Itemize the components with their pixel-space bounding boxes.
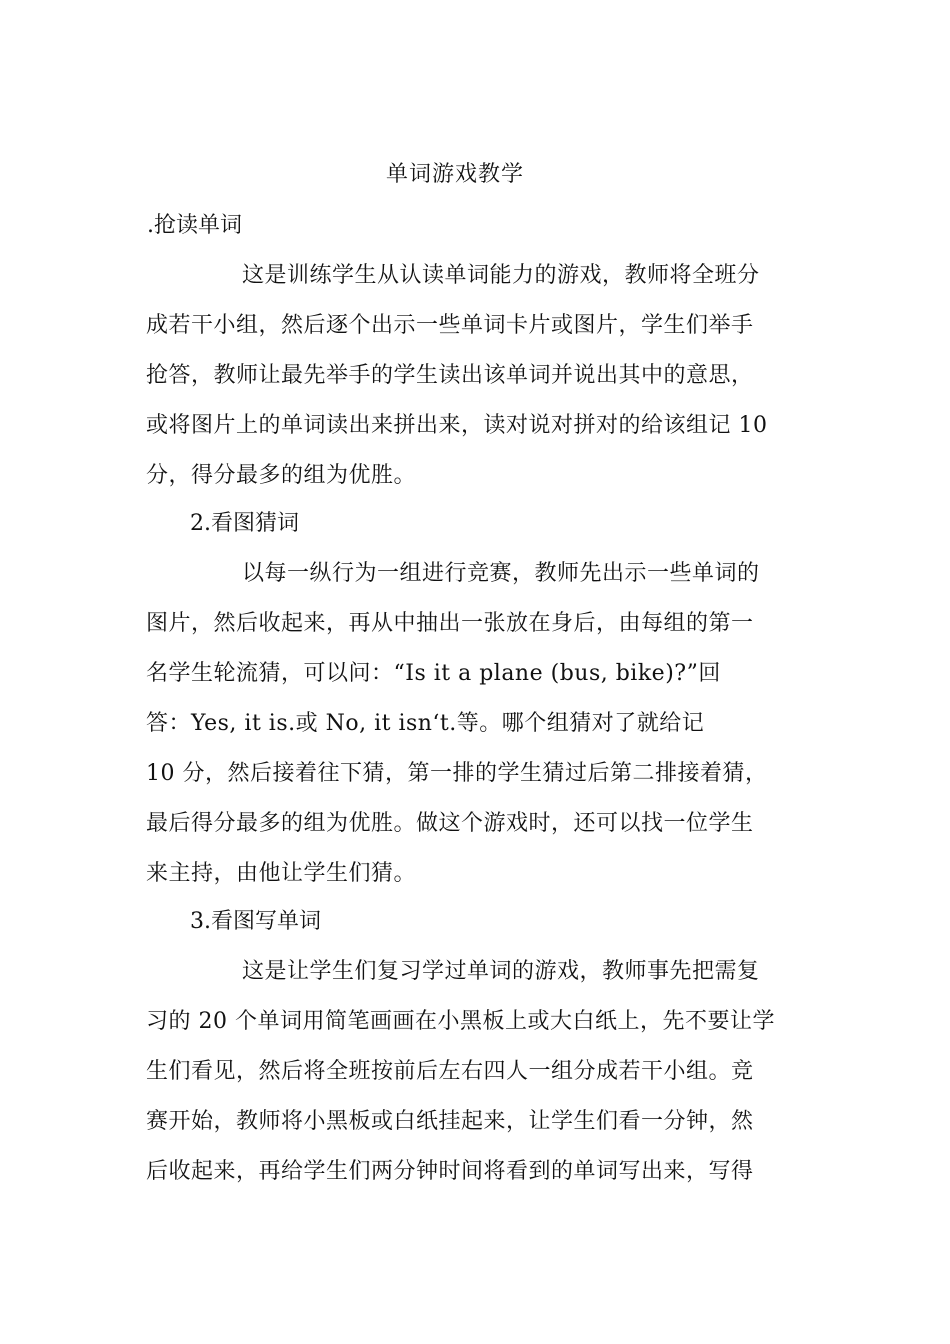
- paragraph-line: 或将图片上的单词读出来拼出来，读对说对拼对的给该组记 10: [146, 413, 768, 438]
- paragraph-line: 赛开始，教师将小黑板或白纸挂起来，让学生们看一分钟，然: [146, 1109, 754, 1134]
- paragraph-line: 这是让学生们复习学过单词的游戏，教师事先把需复: [242, 959, 760, 984]
- paragraph-line: 图片，然后收起来，再从中抽出一张放在身后，由每组的第一: [146, 611, 754, 636]
- section-heading-2: 2.看图猜词: [190, 511, 299, 536]
- paragraph-line: 最后得分最多的组为优胜。做这个游戏时，还可以找一位学生: [146, 811, 754, 836]
- section-heading-3: 3.看图写单词: [190, 909, 321, 934]
- document-title: 单词游戏教学: [385, 162, 524, 187]
- section-heading-1: .抢读单词: [147, 213, 242, 238]
- paragraph-line: 习的 20 个单词用简笔画画在小黑板上或大白纸上，先不要让学: [146, 1009, 775, 1034]
- paragraph-line: 生们看见，然后将全班按前后左右四人一组分成若干小组。竞: [146, 1059, 754, 1084]
- section-paragraph-2: [146, 559, 816, 909]
- paragraph-line: 成若干小组，然后逐个出示一些单词卡片或图片，学生们举手: [146, 313, 754, 338]
- paragraph-line: 后收起来，再给学生们两分钟时间将看到的单词写出来，写得: [146, 1159, 754, 1184]
- paragraph-line: 10 分，然后接着往下猜，第一排的学生猜过后第二排接着猜，: [146, 761, 768, 786]
- paragraph-line: 这是训练学生从认读单词能力的游戏，教师将全班分: [242, 263, 760, 288]
- paragraph-line: 答：Yes, it is.或 No, it isn‘t.等。哪个组猜对了就给记: [146, 711, 705, 736]
- paragraph-line: 抢答，教师让最先举手的学生读出该单词并说出其中的意思，: [146, 363, 754, 388]
- paragraph-line: 以每一纵行为一组进行竞赛，教师先出示一些单词的: [242, 561, 760, 586]
- section-paragraph-1: [146, 261, 816, 511]
- section-paragraph-3: [146, 957, 816, 1207]
- paragraph-line: 分，得分最多的组为优胜。: [146, 463, 417, 488]
- paragraph-line: 名学生轮流猜，可以问：“Is it a plane (bus, bike)?”回: [146, 661, 721, 686]
- paragraph-line: 来主持，由他让学生们猜。: [146, 861, 417, 886]
